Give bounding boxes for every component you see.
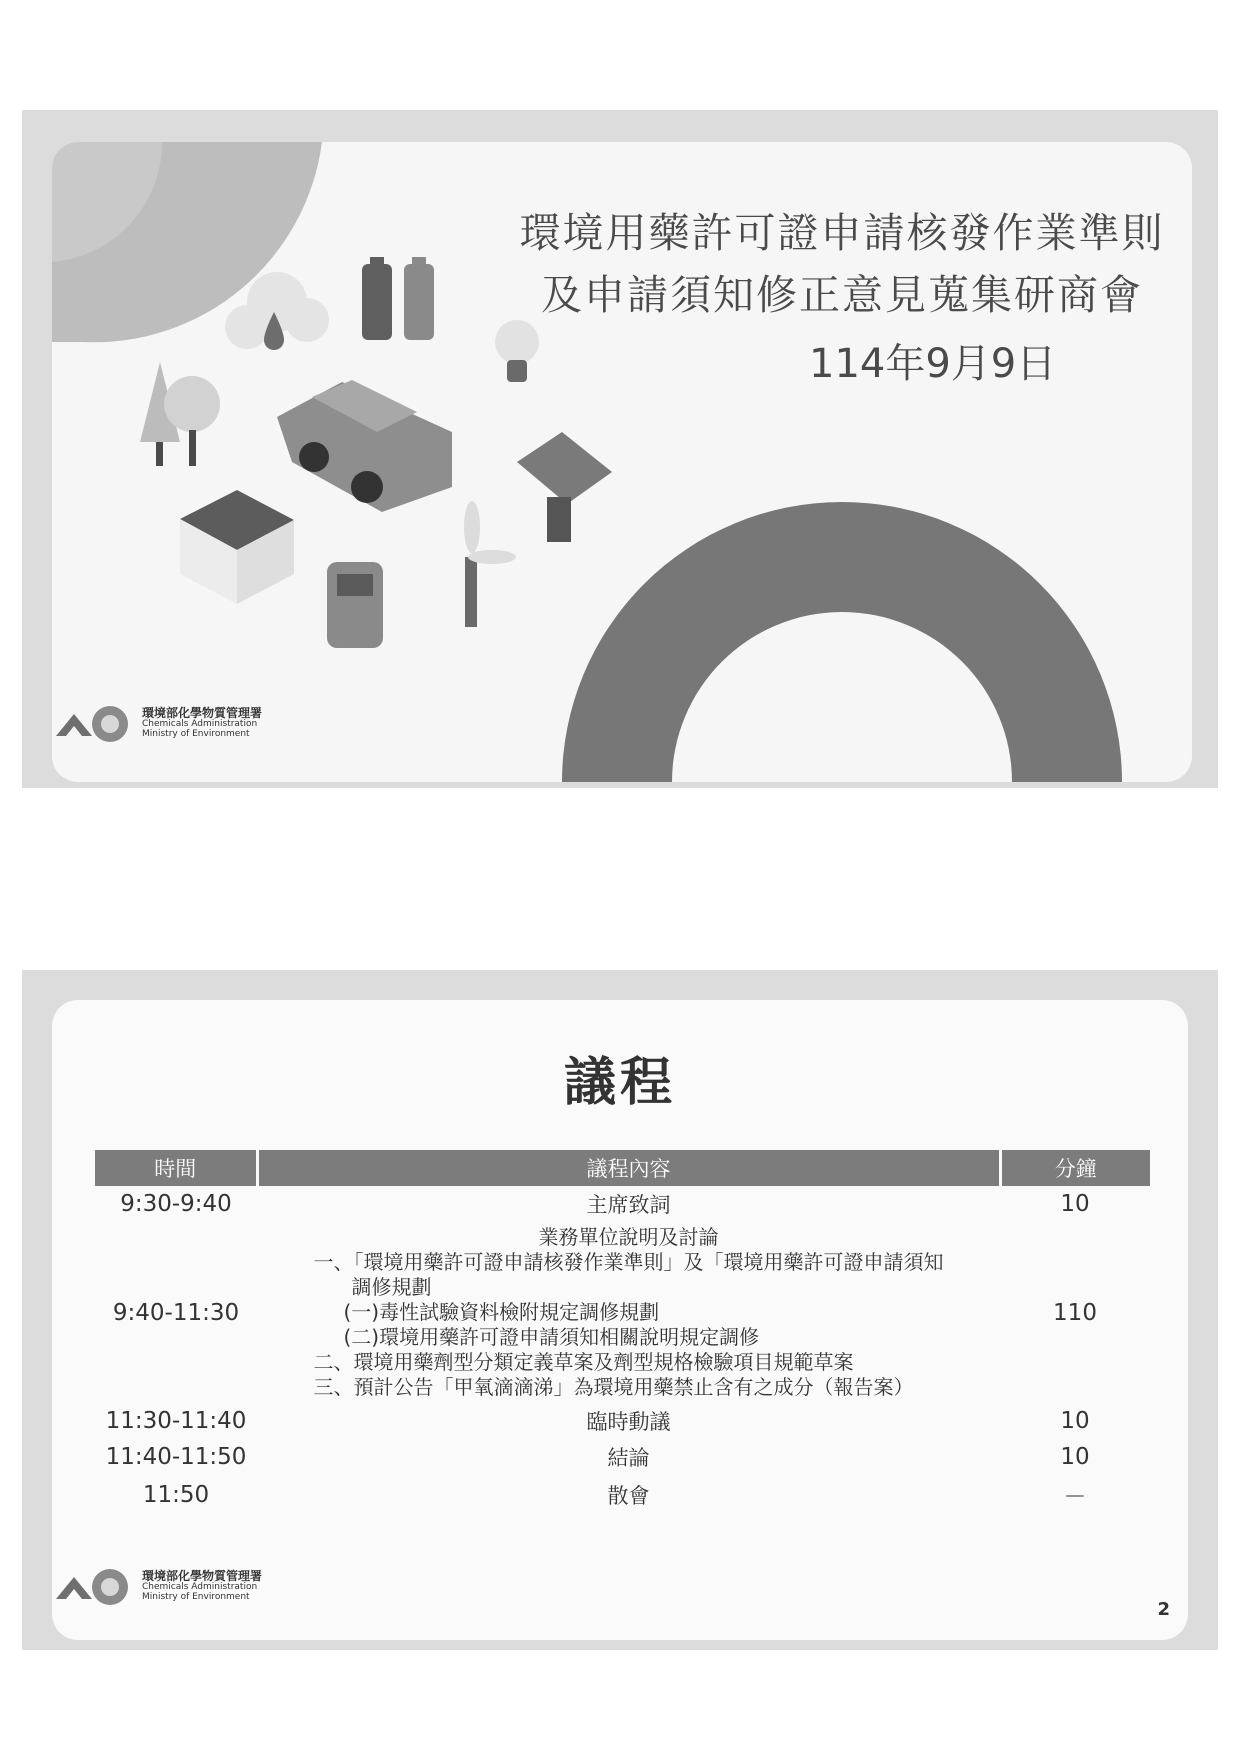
org-name-en-2: Ministry of Environment <box>142 728 250 739</box>
ministry-emblem-icon <box>52 1565 132 1607</box>
cover-slide-card <box>52 142 1192 782</box>
agenda-title: 議程 <box>563 1053 676 1113</box>
row-content: 主席致詞 <box>586 1193 671 1217</box>
discussion-item: 二、環境用藥劑型分類定義草案及劑型規格檢驗項目規範草案 <box>313 1350 854 1374</box>
row-time: 11:30-11:40 <box>105 1408 247 1434</box>
car-icon <box>277 380 452 512</box>
cover-title-line1: 環境用藥許可證申請核發作業準則 <box>519 209 1165 257</box>
org-name-en-1: Chemicals Administration <box>142 1581 258 1592</box>
solar-panel-icon <box>517 432 612 542</box>
row-minutes: 110 <box>1053 1299 1097 1326</box>
header-minutes: 分鐘 <box>1000 1150 1150 1186</box>
cover-title <box>492 202 1192 326</box>
row-content: 結論 <box>607 1446 650 1470</box>
discussion-item: 三、預計公告「甲氧滴滴涕」為環境用藥禁止含有之成分（報告案） <box>313 1375 914 1399</box>
agenda-slide <box>22 970 1218 1650</box>
table-row <box>95 1403 1150 1439</box>
org-name-en-2: Ministry of Environment <box>142 1591 250 1602</box>
table-row <box>95 1475 1150 1514</box>
discussion-subitem: (一)毒性試驗資料檢附規定調修規劃 <box>343 1300 660 1324</box>
tree-icon <box>140 362 220 466</box>
org-logo <box>52 702 262 744</box>
discussion-detail <box>314 1225 944 1400</box>
header-time: 時間 <box>95 1150 257 1186</box>
discussion-subitem: (二)環境用藥許可證申請須知相關說明規定調修 <box>343 1325 760 1349</box>
org-name-en-1: Chemicals Administration <box>142 718 258 729</box>
row-minutes: 10 <box>1060 1444 1090 1470</box>
discussion-heading: 業務單位說明及討論 <box>538 1225 719 1249</box>
cover-title-line2: 及申請須知修正意見蒐集研商會 <box>541 271 1143 319</box>
table-row <box>95 1222 1150 1403</box>
row-content: 臨時動議 <box>586 1410 671 1434</box>
ministry-emblem-icon <box>52 702 132 744</box>
cover-date: 114年9月9日 <box>809 341 1057 387</box>
row-minutes: 10 <box>1060 1408 1090 1434</box>
agenda-slide-card <box>52 1000 1188 1640</box>
row-time: 9:40-11:30 <box>112 1299 240 1326</box>
table-row <box>95 1186 1150 1222</box>
org-name-cn: 環境部化學物質管理署 <box>142 705 263 720</box>
page-number: 2 <box>1157 1599 1170 1620</box>
header-content: 議程內容 <box>257 1150 1000 1186</box>
org-logo <box>52 1565 262 1607</box>
row-minutes: － <box>1063 1484 1087 1510</box>
row-minutes: 10 <box>1060 1191 1090 1217</box>
wind-turbine-icon <box>464 501 516 627</box>
discussion-item: 一、「環境用藥許可證申請核發作業準則」及「環境用藥許可證申請須知 <box>313 1250 944 1274</box>
light-bulb-icon <box>495 320 539 382</box>
battery-icon <box>362 257 434 340</box>
table-row <box>95 1439 1150 1475</box>
cover-slide <box>22 110 1218 788</box>
fuel-pump-icon <box>327 562 383 648</box>
row-time: 11:40-11:50 <box>105 1444 247 1470</box>
row-time: 9:30-9:40 <box>120 1191 232 1217</box>
bottom-arc-shape <box>562 502 1122 782</box>
agenda-table <box>95 1150 1150 1514</box>
house-icon <box>180 490 294 604</box>
org-name-cn: 環境部化學物質管理署 <box>142 1568 263 1583</box>
row-time: 11:50 <box>142 1481 210 1508</box>
row-content <box>257 1222 1000 1403</box>
row-content: 散會 <box>607 1483 650 1508</box>
agenda-header-row <box>95 1150 1150 1186</box>
discussion-item: 調修規劃 <box>351 1275 432 1299</box>
